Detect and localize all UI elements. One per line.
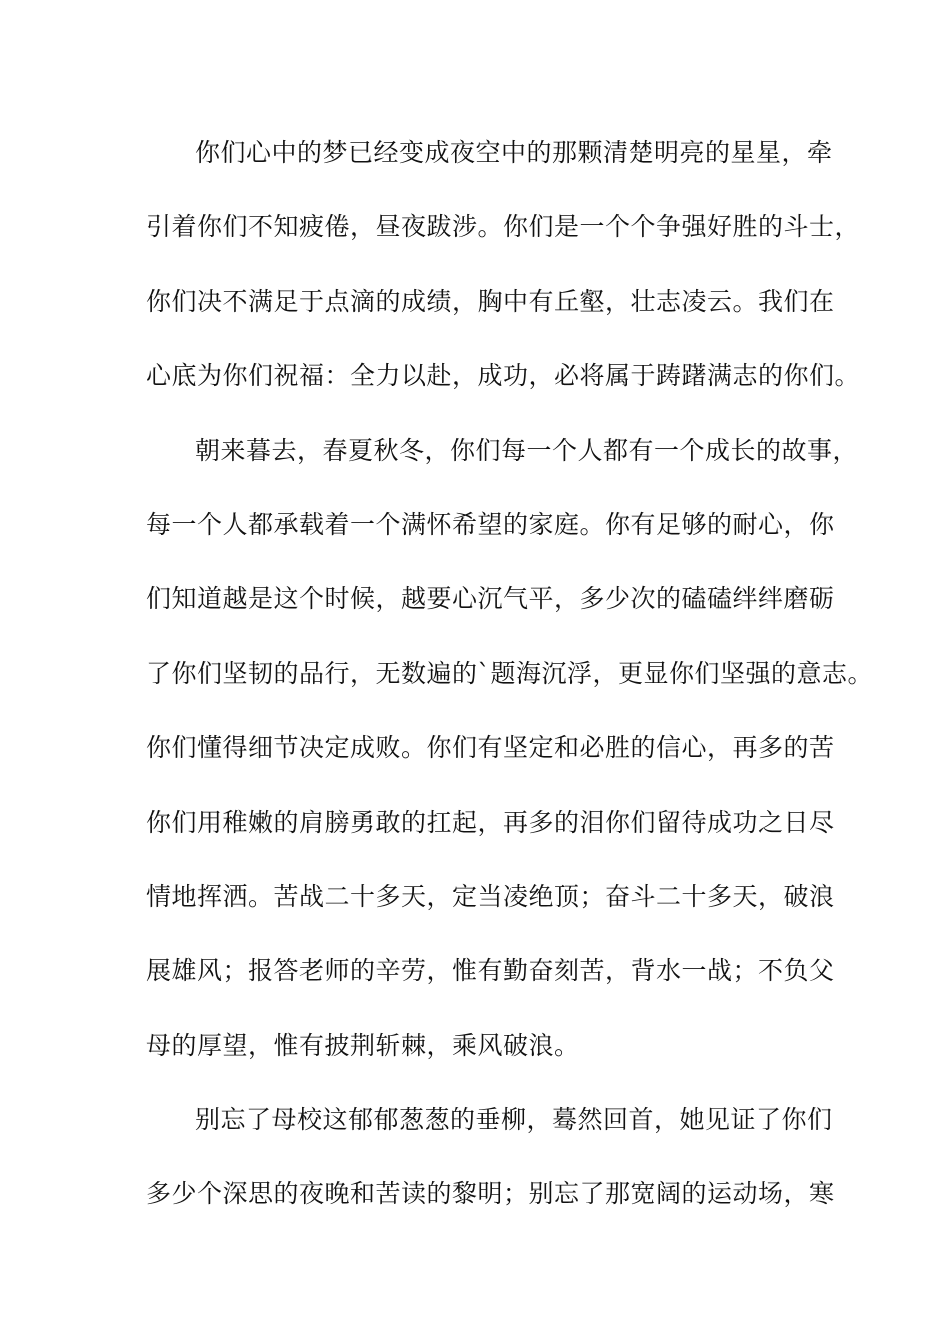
text-line: 情地挥洒。苦战二十多天，定当凌绝顶；奋斗二十多天，破浪 [146, 881, 835, 911]
text-line: 你们心中的梦已经变成夜空中的那颗清楚明亮的星星，牵 [195, 138, 833, 167]
text-line: 每一个人都承载着一个满怀希望的家庭。你有足够的耐心，你 [146, 509, 835, 539]
text-line: 引着你们不知疲倦，昼夜跋涉。你们是一个个争强好胜的斗士， [146, 212, 861, 242]
text-line: 了你们坚韧的品行，无数遍的`题海沉浮，更显你们坚强的意志。 [146, 658, 874, 688]
body-text [146, 128, 874, 1244]
text-line: 你们决不满足于点滴的成绩，胸中有丘壑，壮志凌云。我们在 [146, 286, 835, 316]
text-line: 朝来暮去，春夏秋冬，你们每一个人都有一个成长的故事， [195, 435, 859, 465]
text-line: 心底为你们祝福：全力以赴，成功，必将属于踌躇满志的你们。 [146, 361, 861, 391]
text-line: 你们用稚嫩的肩膀勇敢的扛起，再多的泪你们留待成功之日尽 [146, 807, 835, 837]
text-line: 母的厚望，惟有披荆斩棘，乘风破浪。 [146, 1030, 580, 1060]
text-line: 你们懂得细节决定成败。你们有坚定和必胜的信心，再多的苦 [146, 733, 835, 763]
text-line: 们知道越是这个时候，越要心沉气平，多少次的磕磕绊绊磨砺 [146, 584, 835, 614]
text-line: 别忘了母校这郁郁葱葱的垂柳，蓦然回首，她见证了你们 [195, 1105, 833, 1135]
text-line: 多少个深思的夜晚和苦读的黎明；别忘了那宽阔的运动场，寒 [146, 1179, 835, 1209]
text-line: 展雄风；报答老师的辛劳，惟有勤奋刻苦，背水一战；不负父 [146, 956, 835, 986]
